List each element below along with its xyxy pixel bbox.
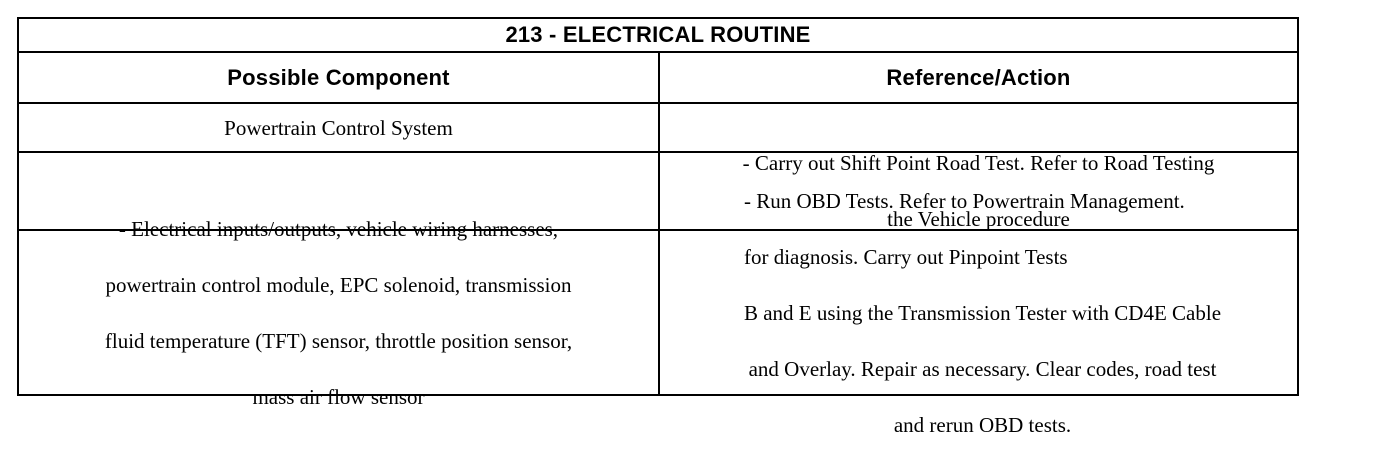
action-line: - Carry out Shift Point Road Test. Refer to Road Testing (742, 151, 1215, 175)
component-text (105, 187, 572, 439)
component-line: powertrain control module, EPC solenoid, transmission (105, 272, 572, 297)
routine-table (17, 17, 1299, 437)
action-line: the Vehicle procedure (887, 207, 1070, 231)
title-row (19, 19, 1297, 53)
action-line: for diagnosis. Carry out Pinpoint Tests (743, 244, 1068, 269)
table-title: 213 - ELECTRICAL ROUTINE (505, 22, 811, 47)
component-line: Powertrain Control System (224, 115, 453, 140)
component-line: mass air flow sensor (252, 384, 425, 409)
action-line: and rerun OBD tests. (893, 412, 1072, 437)
component-line: - Electrical inputs/outputs, vehicle wiring harnesses, (118, 216, 559, 241)
action-line: and Overlay. Repair as necessary. Clear codes, road test (748, 356, 1217, 381)
column-header-action: Reference/Action (886, 64, 1071, 90)
action-line: - Run OBD Tests. Refer to Powertrain Management. (743, 188, 1185, 213)
header-row (19, 53, 1297, 104)
component-cell (19, 216, 658, 409)
column-header-component: Possible Component (227, 64, 450, 90)
component-line: fluid temperature (TFT) sensor, throttle position sensor, (104, 328, 573, 353)
action-text (736, 159, 1221, 467)
title-cell (19, 19, 1297, 51)
header-cell-action (658, 53, 1297, 102)
component-cell (19, 104, 658, 151)
action-line: B and E using the Transmission Tester with CD4E Cable (743, 300, 1222, 325)
